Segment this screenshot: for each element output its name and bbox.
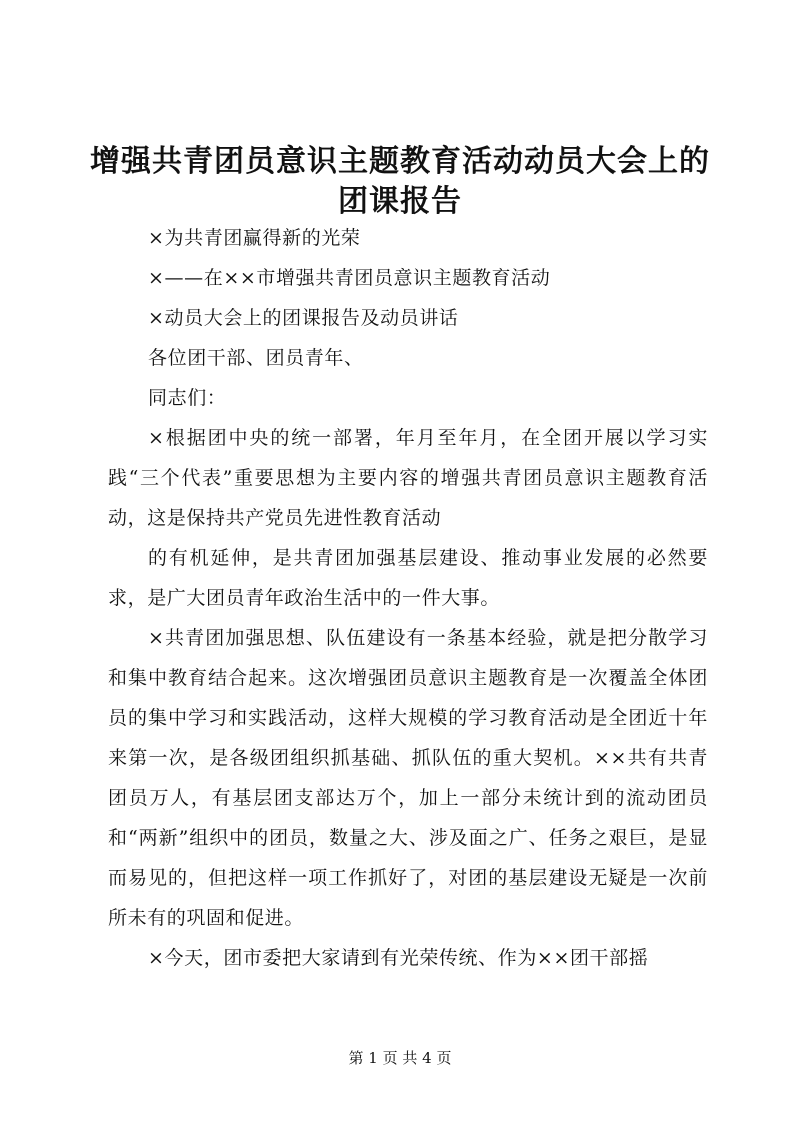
paragraph-body: ×根据团中央的统一部署，年月至年月，在全团开展以学习实践“三个代表”重要思想为主要内容的增强共青团员意识主题教育活动，这是保持共产党员先进性教育活动 <box>108 427 708 529</box>
paragraph-body: ×共青团加强思想、队伍建设有一条基本经验，就是把分散学习和集中教育结合起来。这次增强团员意识主题教育是一次覆盖全体团员的集中学习和实践活动，这样大规模的学习教育活动是全团近十年来第一次，是各级团组织抓基础、抓队伍的重大契机。××共有共青团员万人，有基层团支部达万个，加上一部分未统计到的流动团员和“两新”组织中的团员，数量之大、涉及面之广、任务之艰巨，是显而易见的，但把这样一项工作抓好了，对团的基层建设无疑是一次前所未有的巩固和促进。 <box>108 627 708 929</box>
document-title-line-2: 团课报告 <box>338 184 462 219</box>
paragraph-body: ×今天，团市委把大家请到有光荣传统、作为××团干部摇 <box>148 947 649 969</box>
page-number-footer: 第 1 页 共 4 页 <box>348 1049 452 1067</box>
paragraph-salutation: 各位团干部、团员青年、 <box>148 347 364 369</box>
paragraph-body: 的有机延伸，是共青团加强基层建设、推动事业发展的必然要求，是广大团员青年政治生活中的一件大事。 <box>108 547 708 609</box>
document-body <box>108 218 708 978</box>
paragraph-occasion: ×——在××市增强共青团员意识主题教育活动 <box>148 267 551 289</box>
paragraph-occasion-continued: ×动员大会上的团课报告及动员讲话 <box>148 307 459 329</box>
paragraph-subtitle: ×为共青团赢得新的光荣 <box>148 227 361 249</box>
paragraph-salutation-comrades: 同志们： <box>148 387 227 409</box>
document-title-line-1: 增强共青团员意识主题教育活动动员大会上的 <box>90 144 710 179</box>
